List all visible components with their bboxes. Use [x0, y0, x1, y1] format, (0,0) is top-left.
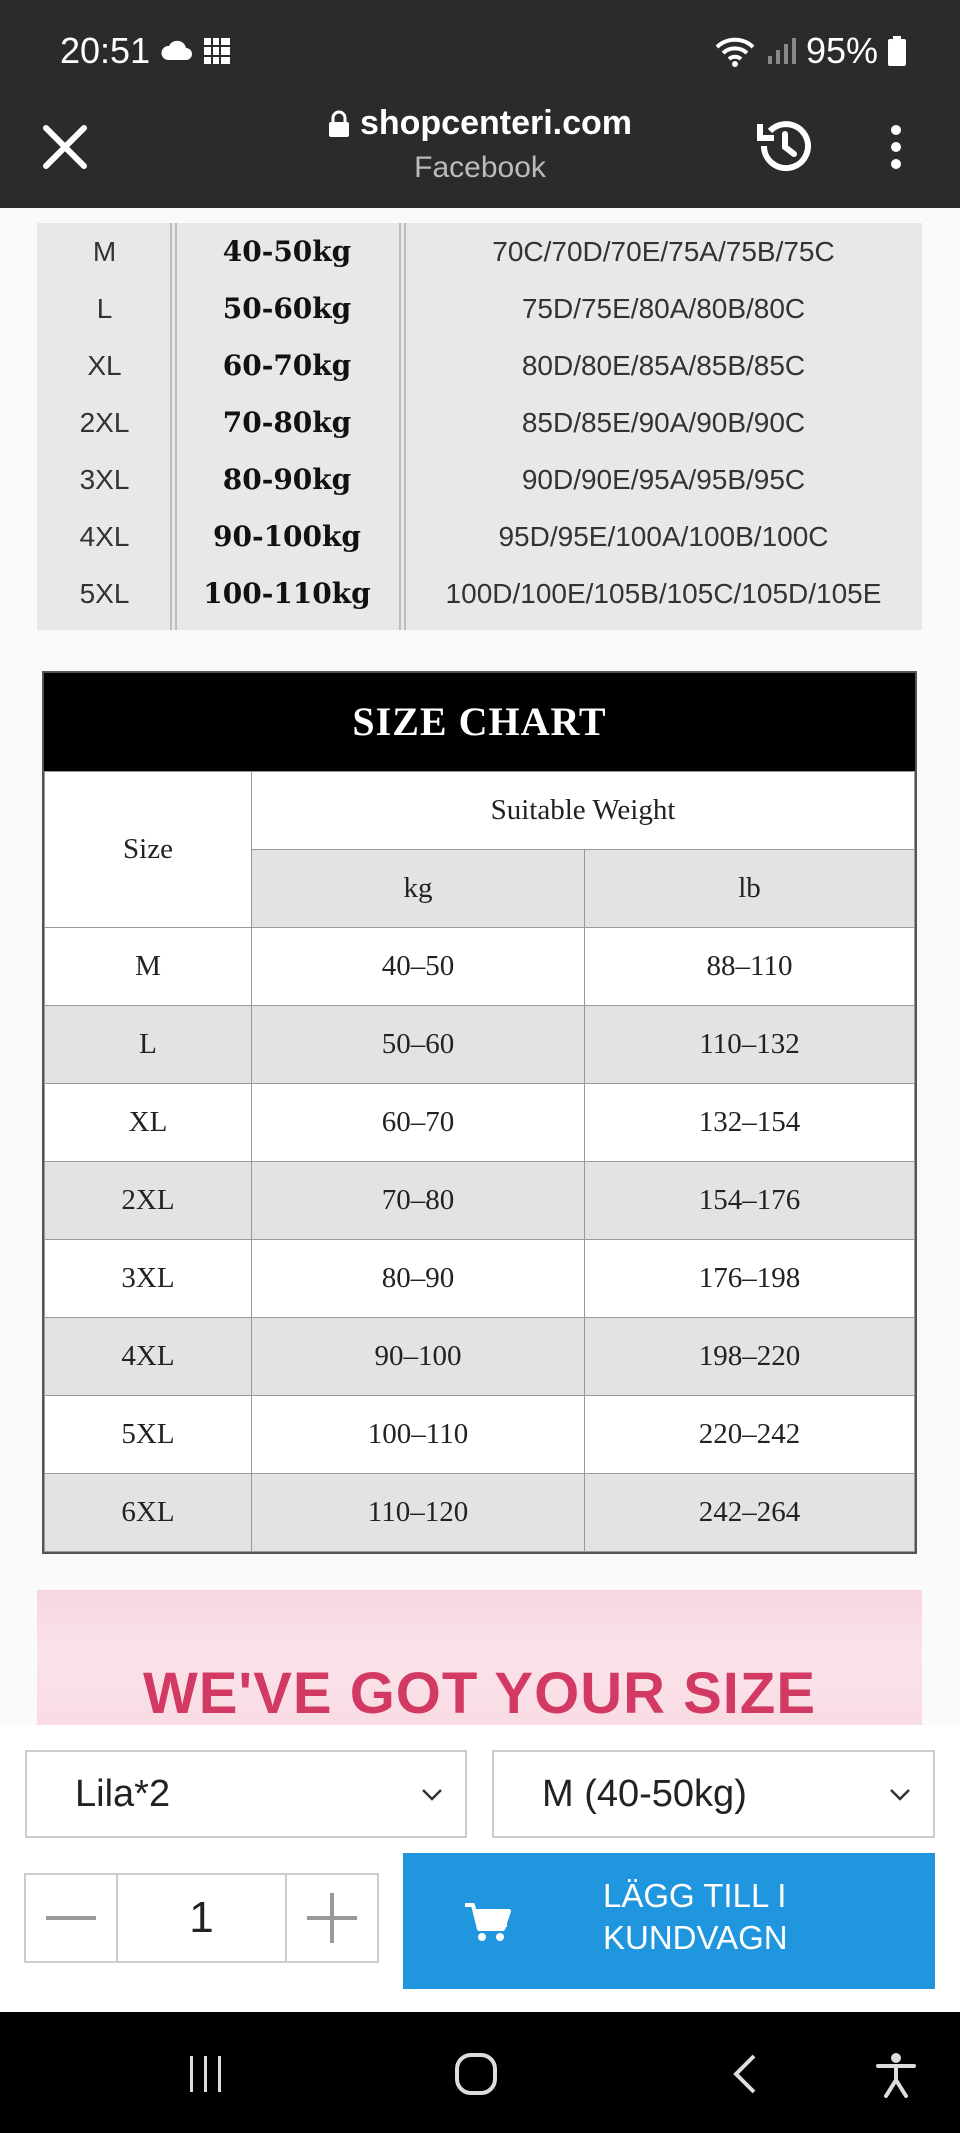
quantity-stepper [24, 1873, 379, 1963]
table-row [45, 1396, 915, 1474]
color-select[interactable] [25, 1750, 467, 1838]
lb-cell: 220–242 [585, 1396, 915, 1474]
header-kg: kg [252, 850, 585, 928]
table-row [45, 1318, 915, 1396]
kg-cell: 70–80 [252, 1162, 585, 1240]
weight-cell: 50-60kg [222, 292, 352, 325]
size-cell: XL [45, 1084, 252, 1162]
size-chart-table [44, 771, 915, 1552]
bra-cell: 90D/90E/95A/95B/95C [521, 464, 806, 495]
size-image-row [37, 394, 922, 451]
lb-cell: 176–198 [585, 1240, 915, 1318]
size-cell: 3XL [79, 464, 130, 495]
home-icon[interactable] [454, 2052, 498, 2096]
weight-cell: 70-80kg [222, 406, 352, 439]
header-lb: lb [585, 850, 915, 928]
bra-cell: 95D/95E/100A/100B/100C [498, 521, 829, 552]
lb-cell: 154–176 [585, 1162, 915, 1240]
plus-icon [307, 1893, 357, 1943]
size-image-row [37, 508, 922, 565]
status-right [714, 30, 906, 72]
size-cell: 6XL [45, 1474, 252, 1552]
weight-cell: 60-70kg [222, 349, 352, 382]
lb-cell: 198–220 [585, 1318, 915, 1396]
size-image-row [37, 451, 922, 508]
bra-cell: 80D/80E/85A/85B/85C [521, 350, 806, 381]
size-cell: 4XL [45, 1318, 252, 1396]
decrease-button[interactable] [26, 1875, 116, 1961]
bra-cell: 100D/100E/105B/105C/105D/105E [445, 578, 882, 609]
table-row [45, 928, 915, 1006]
banner-text: WE'VE GOT YOUR SIZE [142, 1661, 817, 1725]
table-header-row [45, 772, 915, 850]
url-source: Facebook [414, 151, 546, 184]
size-cell: M [45, 928, 252, 1006]
size-cell: L [96, 293, 113, 324]
back-icon[interactable] [730, 2054, 760, 2094]
size-image-row [37, 223, 922, 280]
weight-cell: 80-90kg [222, 463, 352, 496]
status-time: 20:51 [60, 30, 151, 71]
bra-cell: 70C/70D/70E/75A/75B/75C [492, 236, 835, 267]
add-to-cart-button[interactable] [403, 1853, 935, 1989]
bra-cell: 85D/85E/90A/90B/90C [521, 407, 806, 438]
table-row [45, 1240, 915, 1318]
page-content[interactable] [0, 208, 960, 1725]
size-chart [42, 671, 917, 1554]
size-cell: 5XL [79, 578, 130, 609]
size-cell: 2XL [79, 407, 130, 438]
size-cell: 2XL [45, 1162, 252, 1240]
accessibility-icon[interactable] [876, 2052, 916, 2098]
kg-cell: 40–50 [252, 928, 585, 1006]
product-controls [0, 1725, 960, 2012]
kg-cell: 100–110 [252, 1396, 585, 1474]
quantity-input[interactable]: 1 [116, 1875, 287, 1961]
weight-cell: 100-110kg [203, 577, 371, 610]
browser-toolbar [0, 104, 960, 208]
size-image-row [37, 337, 922, 394]
cloud-icon [160, 40, 194, 62]
size-chart-title: SIZE CHART [44, 673, 915, 771]
history-icon[interactable] [752, 114, 816, 178]
size-cell: M [92, 236, 117, 267]
recent-apps-icon[interactable] [186, 2054, 226, 2094]
battery-percent: 95% [805, 30, 878, 71]
lock-icon [328, 110, 350, 138]
add-to-cart-line1: LÄGG TILL I [603, 1877, 787, 1914]
lb-cell: 110–132 [585, 1006, 915, 1084]
size-cell: 3XL [45, 1240, 252, 1318]
bra-cell: 75D/75E/80A/80B/80C [521, 293, 806, 324]
size-banner-image [37, 1590, 922, 1725]
url-text: shopcenteri.com [359, 104, 633, 142]
minus-icon [46, 1915, 96, 1921]
wifi-icon [714, 35, 756, 67]
size-cell: L [45, 1006, 252, 1084]
system-nav-bar [0, 2012, 960, 2133]
size-select[interactable] [492, 1750, 935, 1838]
size-cell: XL [87, 350, 122, 381]
header-suitable-weight: Suitable Weight [252, 772, 915, 850]
table-row [45, 1006, 915, 1084]
size-cell: 4XL [79, 521, 130, 552]
size-table-image [37, 223, 922, 630]
kg-cell: 80–90 [252, 1240, 585, 1318]
table-row [45, 1162, 915, 1240]
lb-cell: 242–264 [585, 1474, 915, 1552]
header-size: Size [45, 772, 252, 928]
kg-cell: 50–60 [252, 1006, 585, 1084]
status-notification-icons [160, 36, 232, 66]
gallery-icon [202, 36, 232, 66]
battery-icon [888, 36, 906, 66]
kg-cell: 110–120 [252, 1474, 585, 1552]
size-image-row [37, 280, 922, 337]
size-select-value: M (40-50kg) [542, 1773, 747, 1815]
weight-cell: 40-50kg [222, 235, 352, 268]
kg-cell: 90–100 [252, 1318, 585, 1396]
url-block[interactable] [0, 104, 960, 185]
lb-cell: 132–154 [585, 1084, 915, 1162]
add-to-cart-label [603, 1875, 923, 1959]
color-select-value: Lila*2 [75, 1773, 171, 1815]
add-to-cart-line2: KUNDVAGN [603, 1919, 788, 1956]
more-vert-icon[interactable] [878, 122, 914, 172]
size-cell: 5XL [45, 1396, 252, 1474]
size-image-row [37, 565, 922, 622]
weight-cell: 90-100kg [212, 520, 361, 553]
table-row [45, 1474, 915, 1552]
signal-icon [766, 36, 796, 66]
kg-cell: 60–70 [252, 1084, 585, 1162]
status-bar [0, 0, 960, 108]
cart-icon [463, 1901, 511, 1943]
chevron-down-icon [419, 1782, 445, 1808]
chevron-down-icon [887, 1782, 913, 1808]
lb-cell: 88–110 [585, 928, 915, 1006]
increase-button[interactable] [287, 1875, 377, 1961]
table-row [45, 1084, 915, 1162]
url-line[interactable] [0, 104, 960, 143]
